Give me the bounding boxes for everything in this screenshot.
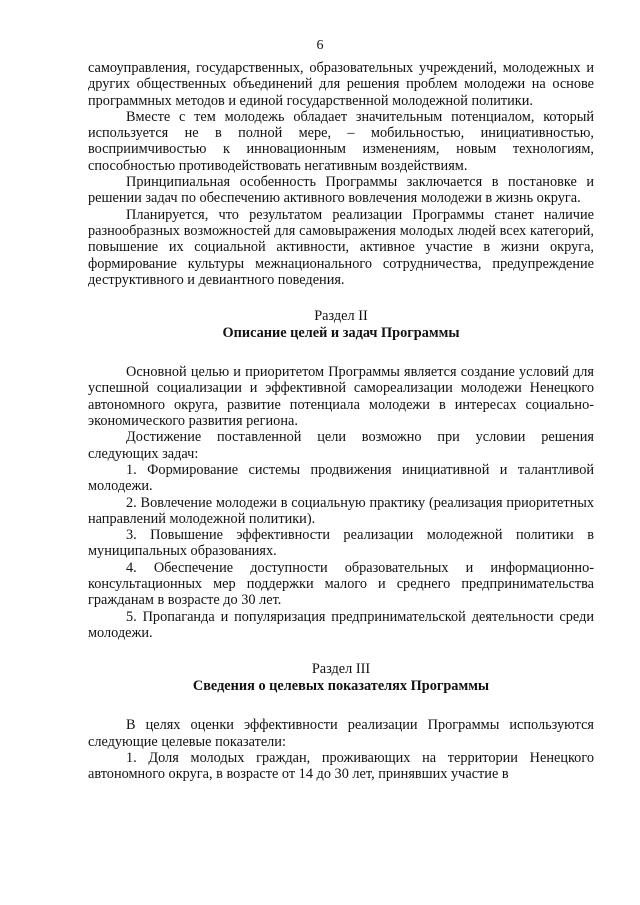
task-item: 4. Обеспечение доступности образовательных и информационно-консультационных мер поддержки малого и среднего предпринимательства гражданам в возрасте до 30 лет. xyxy=(88,559,594,609)
indicator-item: 1. Доля молодых граждан, проживающих на территории Ненецкого автономного округа, в возрасте от 14 до 30 лет, принявших участие в xyxy=(88,749,594,783)
page-number: 6 xyxy=(316,38,324,53)
section-3-number: Раздел III xyxy=(311,661,371,678)
paragraph-tasks-intro: Достижение поставленной цели возможно при условии решения следующих задач: xyxy=(88,429,594,462)
task-item: 2. Вовлечение молодежи в социальную практику (реализация приоритетных направлений молодежной политики). xyxy=(88,494,594,527)
task-item: 5. Пропаганда и популяризация предпринимательской деятельности среди молодежи. xyxy=(88,608,594,641)
document-body xyxy=(88,60,594,782)
section-2-heading xyxy=(88,308,594,342)
paragraph-continuation: самоуправления, государственных, образовательных учреждений, молодежных и других общественных объединений для решения проблем молодежи на основе программных методов и единой государственной молодежной политики. xyxy=(88,60,594,109)
paragraph-result: Планируется, что результатом реализации Программы станет наличие разнообразных возможностей для самовыражения молодых людей всех категорий, повышение их социальной активности, активное участие в жизни округа, формирование культуры межнационального сотрудничества, предупреждение деструктивного и девиантного поведения. xyxy=(88,206,594,288)
paragraph-goal: Основной целью и приоритетом Программы является создание условий для успешной социализации и эффективной самореализации молодежи Ненецкого автономного округа, развитие потенциала молодежи в интересах социально-экономического развития региона. xyxy=(88,364,594,430)
task-item: 3. Повышение эффективности реализации молодежной политики в муниципальных образованиях. xyxy=(88,527,594,560)
section-3-title: Сведения о целевых показателях Программы xyxy=(192,678,490,695)
paragraph-indicators-intro: В целях оценки эффективности реализации Программы используются следующие целевые показатели: xyxy=(88,717,594,750)
section-2-number: Раздел II xyxy=(314,308,368,325)
task-item: 1. Формирование системы продвижения инициативной и талантливой молодежи. xyxy=(88,461,594,495)
paragraph-potential: Вместе с тем молодежь обладает значительным потенциалом, который используется не в полной мере, – мобильностью, инициативностью, восприимчивостью к инновационным изменениям, новым технологиям, способностью противодействовать негативным воздействиям. xyxy=(88,108,594,174)
section-2-title: Описание целей и задач Программы xyxy=(222,325,460,342)
section-3-heading xyxy=(88,661,594,695)
paragraph-feature: Принципиальная особенность Программы заключается в постановке и решении задач по обеспечению активного вовлечения молодежи в жизнь округа. xyxy=(88,174,594,207)
